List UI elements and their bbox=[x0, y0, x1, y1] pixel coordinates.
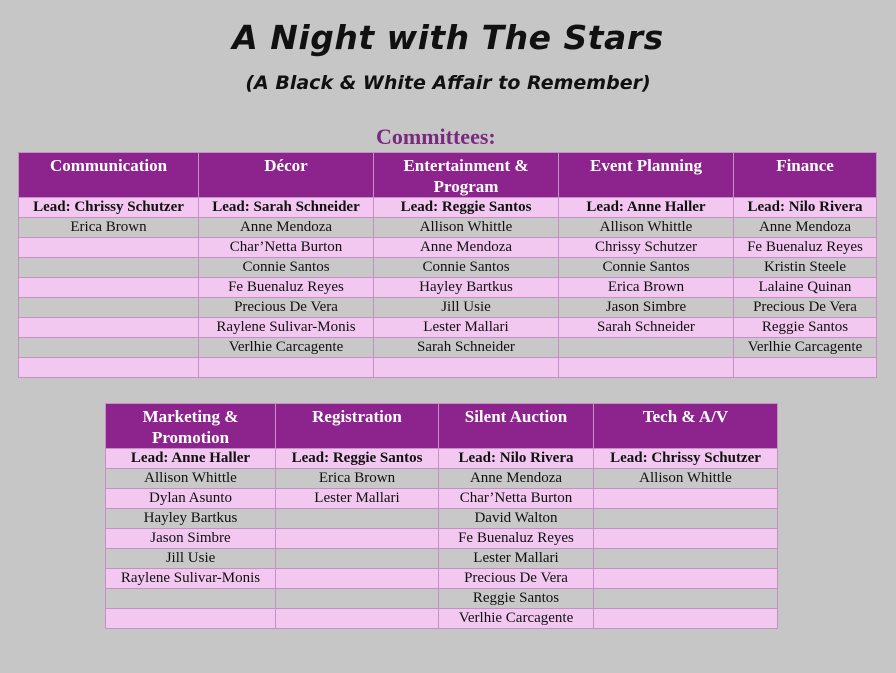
lead-cell: Lead: Reggie Santos bbox=[276, 449, 439, 469]
table-cell: Reggie Santos bbox=[734, 318, 877, 338]
table-row bbox=[106, 609, 778, 629]
table-cell: Fe Buenaluz Reyes bbox=[439, 529, 594, 549]
table-cell: Lalaine Quinan bbox=[734, 278, 877, 298]
table-cell: Jill Usie bbox=[106, 549, 276, 569]
committees-table-2 bbox=[105, 403, 778, 629]
header-tech-av: Tech & A/V bbox=[594, 404, 778, 449]
table-cell bbox=[19, 338, 199, 358]
table-cell: Allison Whittle bbox=[559, 218, 734, 238]
table-row bbox=[106, 489, 778, 509]
header-communication: Communication bbox=[19, 153, 199, 198]
table-cell: Anne Mendoza bbox=[734, 218, 877, 238]
table-cell: Kristin Steele bbox=[734, 258, 877, 278]
table-row bbox=[19, 278, 877, 298]
table-cell bbox=[19, 238, 199, 258]
table-cell bbox=[106, 609, 276, 629]
table-cell bbox=[594, 569, 778, 589]
table-row bbox=[19, 218, 877, 238]
table-cell: Jill Usie bbox=[374, 298, 559, 318]
table-cell: Dylan Asunto bbox=[106, 489, 276, 509]
table-cell bbox=[276, 589, 439, 609]
table-cell: Raylene Sulivar-Monis bbox=[106, 569, 276, 589]
table-cell: Precious De Vera bbox=[439, 569, 594, 589]
table-cell: Char’Netta Burton bbox=[199, 238, 374, 258]
table-cell: Anne Mendoza bbox=[374, 238, 559, 258]
table-cell: Connie Santos bbox=[374, 258, 559, 278]
table-cell: Fe Buenaluz Reyes bbox=[734, 238, 877, 258]
page-title: A Night with The Stars bbox=[232, 18, 664, 57]
lead-cell: Lead: Reggie Santos bbox=[374, 198, 559, 218]
table-cell: Fe Buenaluz Reyes bbox=[199, 278, 374, 298]
table-cell bbox=[19, 318, 199, 338]
table-cell bbox=[374, 358, 559, 378]
table-cell bbox=[19, 258, 199, 278]
table-cell bbox=[594, 589, 778, 609]
table-cell: Jason Simbre bbox=[559, 298, 734, 318]
table-cell bbox=[19, 278, 199, 298]
table-cell: Verlhie Carcagente bbox=[199, 338, 374, 358]
table-cell: Hayley Bartkus bbox=[374, 278, 559, 298]
table-row bbox=[106, 549, 778, 569]
table-cell bbox=[734, 358, 877, 378]
table-cell: David Walton bbox=[439, 509, 594, 529]
table-row bbox=[19, 358, 877, 378]
lead-cell: Lead: Nilo Rivera bbox=[734, 198, 877, 218]
table-cell bbox=[199, 358, 374, 378]
table-cell bbox=[594, 509, 778, 529]
table-row bbox=[106, 569, 778, 589]
table-row bbox=[19, 258, 877, 278]
header-registration: Registration bbox=[276, 404, 439, 449]
table-cell: Lester Mallari bbox=[439, 549, 594, 569]
table-header-row bbox=[19, 153, 877, 198]
table-cell: Allison Whittle bbox=[594, 469, 778, 489]
table-cell: Hayley Bartkus bbox=[106, 509, 276, 529]
table-cell: Sarah Schneider bbox=[374, 338, 559, 358]
table-row bbox=[106, 529, 778, 549]
table-cell: Verlhie Carcagente bbox=[439, 609, 594, 629]
table-row bbox=[106, 509, 778, 529]
header-marketing-promotion: Marketing & Promotion bbox=[106, 404, 276, 449]
header-finance: Finance bbox=[734, 153, 877, 198]
table-cell bbox=[19, 298, 199, 318]
table-cell: Erica Brown bbox=[559, 278, 734, 298]
table-cell: Reggie Santos bbox=[439, 589, 594, 609]
table-cell: Sarah Schneider bbox=[559, 318, 734, 338]
table-cell bbox=[594, 549, 778, 569]
table-cell: Precious De Vera bbox=[734, 298, 877, 318]
table-cell: Lester Mallari bbox=[276, 489, 439, 509]
table-cell: Allison Whittle bbox=[106, 469, 276, 489]
table-cell bbox=[276, 609, 439, 629]
table-cell: Anne Mendoza bbox=[199, 218, 374, 238]
table-cell: Char’Netta Burton bbox=[439, 489, 594, 509]
table-cell: Anne Mendoza bbox=[439, 469, 594, 489]
lead-cell: Lead: Anne Haller bbox=[559, 198, 734, 218]
lead-cell: Lead: Chrissy Schutzer bbox=[594, 449, 778, 469]
table-row bbox=[106, 469, 778, 489]
table-cell: Precious De Vera bbox=[199, 298, 374, 318]
table-row bbox=[19, 338, 877, 358]
table-cell bbox=[276, 509, 439, 529]
table-cell: Lester Mallari bbox=[374, 318, 559, 338]
lead-cell: Lead: Sarah Schneider bbox=[199, 198, 374, 218]
table-header-row bbox=[106, 404, 778, 449]
table-cell: Erica Brown bbox=[276, 469, 439, 489]
table-cell bbox=[276, 569, 439, 589]
table-cell bbox=[276, 549, 439, 569]
table-cell bbox=[594, 489, 778, 509]
committees-table-1 bbox=[18, 152, 877, 378]
table-cell bbox=[559, 338, 734, 358]
header-event-planning: Event Planning bbox=[559, 153, 734, 198]
table-cell: Raylene Sulivar-Monis bbox=[199, 318, 374, 338]
header-decor: Décor bbox=[199, 153, 374, 198]
lead-cell: Lead: Nilo Rivera bbox=[439, 449, 594, 469]
header-silent-auction: Silent Auction bbox=[439, 404, 594, 449]
table-cell bbox=[594, 609, 778, 629]
header-entertainment-program: Entertainment & Program bbox=[374, 153, 559, 198]
table-cell: Verlhie Carcagente bbox=[734, 338, 877, 358]
lead-cell: Lead: Chrissy Schutzer bbox=[19, 198, 199, 218]
lead-cell: Lead: Anne Haller bbox=[106, 449, 276, 469]
table-cell: Allison Whittle bbox=[374, 218, 559, 238]
table-cell bbox=[106, 589, 276, 609]
table-cell: Jason Simbre bbox=[106, 529, 276, 549]
page-subtitle: (A Black & White Affair to Remember) bbox=[245, 72, 651, 94]
table-cell bbox=[19, 358, 199, 378]
table-cell bbox=[276, 529, 439, 549]
table-row bbox=[19, 238, 877, 258]
table-cell: Chrissy Schutzer bbox=[559, 238, 734, 258]
table-row bbox=[19, 298, 877, 318]
committees-heading: Committees: bbox=[376, 124, 496, 149]
table-cell: Connie Santos bbox=[199, 258, 374, 278]
table-cell bbox=[559, 358, 734, 378]
lead-row bbox=[19, 198, 877, 218]
table-row bbox=[106, 589, 778, 609]
lead-row bbox=[106, 449, 778, 469]
table-cell: Erica Brown bbox=[19, 218, 199, 238]
table-row bbox=[19, 318, 877, 338]
table-cell: Connie Santos bbox=[559, 258, 734, 278]
table-cell bbox=[594, 529, 778, 549]
